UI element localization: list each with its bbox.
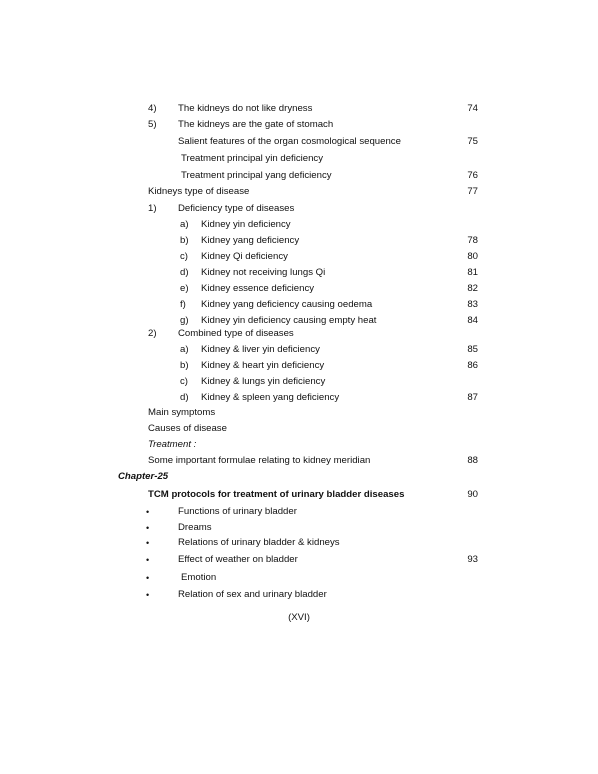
toc-entry <box>0 233 598 249</box>
entry-title: Relations of urinary bladder & kidneys <box>178 537 340 548</box>
entry-page-number: 77 <box>467 186 478 197</box>
page-number-footer: (XVI) <box>288 612 310 623</box>
entry-page-number: 93 <box>467 554 478 565</box>
toc-entry <box>0 265 598 281</box>
entry-number: f) <box>180 299 186 310</box>
entry-title: Combined type of diseases <box>178 328 294 339</box>
toc-entry <box>0 587 598 603</box>
toc-entry <box>0 552 598 568</box>
bullet-icon: • <box>146 507 150 517</box>
entry-title: Kidney yin deficiency causing empty heat <box>201 315 377 326</box>
entry-page-number: 84 <box>467 315 478 326</box>
toc-entry <box>0 134 598 150</box>
toc-entry <box>0 487 598 503</box>
entry-page-number: 90 <box>467 489 478 500</box>
toc-entry <box>0 184 598 200</box>
toc-entry <box>0 374 598 390</box>
toc-entry <box>0 101 598 117</box>
entry-title: Kidney & spleen yang deficiency <box>201 392 340 403</box>
entry-number: a) <box>180 344 189 355</box>
entry-title: Treatment principal yang deficiency <box>181 170 332 181</box>
entry-title: Kidney essence deficiency <box>201 283 315 294</box>
toc-entry <box>0 342 598 358</box>
entry-number: 2) <box>148 328 157 339</box>
entry-number: a) <box>180 219 189 230</box>
chapter-label: Chapter-25 <box>118 471 169 482</box>
entry-number: c) <box>180 376 188 387</box>
entry-title: Relation of sex and urinary bladder <box>178 589 327 600</box>
bullet-icon: • <box>146 523 150 533</box>
toc-entry <box>0 405 598 421</box>
chapter-title: TCM protocols for treatment of urinary bladder diseases <box>148 489 405 500</box>
bullet-icon: • <box>146 538 150 548</box>
entry-title: Kidney yin deficiency <box>201 219 291 230</box>
bullet-icon: • <box>146 590 150 600</box>
entry-title: Salient features of the organ cosmological sequence <box>178 136 401 147</box>
bullet-icon: • <box>146 555 150 565</box>
toc-entry <box>0 520 598 536</box>
entry-page-number: 85 <box>467 344 478 355</box>
entry-page-number: 87 <box>467 392 478 403</box>
entry-number: b) <box>180 360 189 371</box>
entry-title: Kidney & heart yin deficiency <box>201 360 325 371</box>
entry-number: d) <box>180 392 189 403</box>
entry-number: g) <box>180 315 189 326</box>
entry-page-number: 88 <box>467 455 478 466</box>
toc-entry <box>0 358 598 374</box>
toc-entry <box>0 201 598 217</box>
toc-entry <box>0 453 598 469</box>
toc-entry <box>0 151 598 167</box>
chapter-heading <box>0 469 598 485</box>
entry-page-number: 80 <box>467 251 478 262</box>
entry-page-number: 81 <box>467 267 478 278</box>
entry-title: Some important formulae relating to kidney meridian <box>148 455 371 466</box>
entry-title: Treatment principal yin deficiency <box>181 153 324 164</box>
entry-number: c) <box>180 251 188 262</box>
entry-title: Kidneys type of disease <box>148 186 250 197</box>
toc-entry <box>0 504 598 520</box>
toc-entry <box>0 281 598 297</box>
entry-title: The kidneys do not like dryness <box>178 103 313 114</box>
entry-title: Kidney yang deficiency <box>201 235 300 246</box>
entry-title: Treatment : <box>148 439 197 450</box>
entry-page-number: 78 <box>467 235 478 246</box>
entry-page-number: 76 <box>467 170 478 181</box>
entry-title: Effect of weather on bladder <box>178 554 298 565</box>
entry-title: Kidney & lungs yin deficiency <box>201 376 326 387</box>
entry-title: Functions of urinary bladder <box>178 506 297 517</box>
entry-title: Main symptoms <box>148 407 216 418</box>
toc-entry <box>0 421 598 437</box>
entry-page-number: 86 <box>467 360 478 371</box>
toc-entry <box>0 217 598 233</box>
toc-entry <box>0 570 598 586</box>
toc-entry <box>0 390 598 406</box>
entry-page-number: 74 <box>467 103 478 114</box>
entry-title: Emotion <box>181 572 217 583</box>
entry-number: e) <box>180 283 189 294</box>
toc-entry <box>0 117 598 133</box>
entry-title: Kidney yang deficiency causing oedema <box>201 299 373 310</box>
entry-page-number: 82 <box>467 283 478 294</box>
entry-number: 1) <box>148 203 157 214</box>
toc-entry <box>0 437 598 453</box>
entry-title: Causes of disease <box>148 423 227 434</box>
entry-number: b) <box>180 235 189 246</box>
entry-page-number: 75 <box>467 136 478 147</box>
toc-entry <box>0 297 598 313</box>
entry-title: Kidney Qi deficiency <box>201 251 288 262</box>
entry-page-number: 83 <box>467 299 478 310</box>
entry-number: 5) <box>148 119 157 130</box>
entry-number: 4) <box>148 103 157 114</box>
entry-title: Deficiency type of diseases <box>178 203 295 214</box>
entry-number: d) <box>180 267 189 278</box>
toc-entry <box>0 326 598 342</box>
toc-entry <box>0 535 598 551</box>
toc-entry <box>0 168 598 184</box>
entry-title: Dreams <box>178 522 212 533</box>
entry-title: The kidneys are the gate of stomach <box>178 119 334 130</box>
toc-entry <box>0 249 598 265</box>
entry-title: Kidney & liver yin deficiency <box>201 344 320 355</box>
bullet-icon: • <box>146 573 150 583</box>
entry-title: Kidney not receiving lungs Qi <box>201 267 326 278</box>
